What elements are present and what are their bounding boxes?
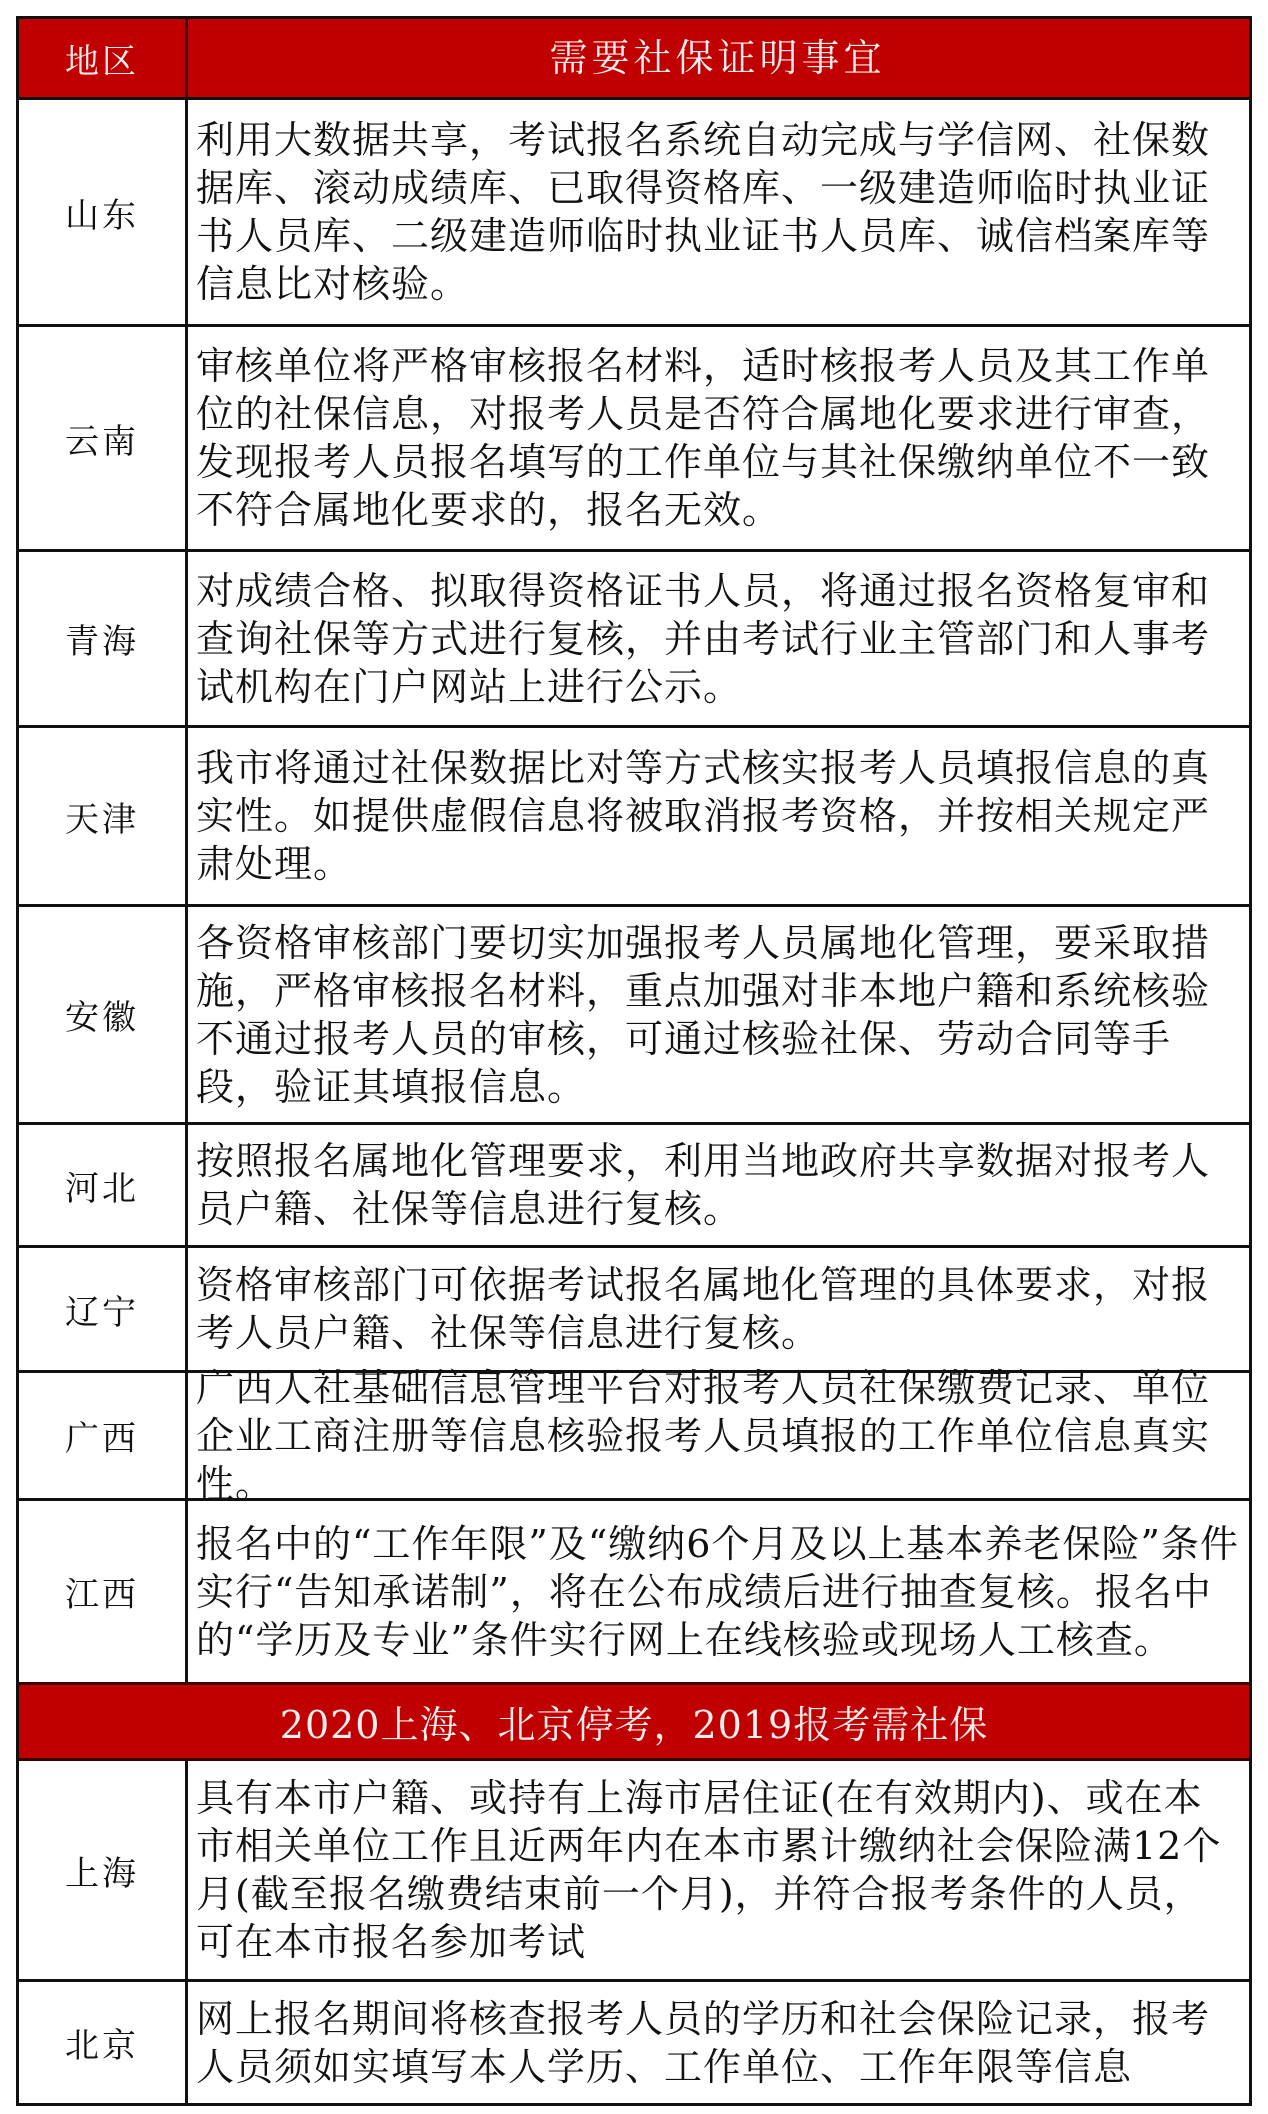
table-row — [19, 1979, 1249, 2103]
region-cell: 辽宁 — [19, 1248, 188, 1370]
requirement-cell: 广西人社基础信息管理平台对报考人员社保缴费记录、单位企业工商注册等信息核验报考人员填报的工作单位信息真实性。 — [196, 1365, 1211, 1506]
requirement-cell: 按照报名属地化管理要求，利用当地政府共享数据对报考人员户籍、社保等信息进行复核。 — [196, 1139, 1211, 1231]
requirement-cell: 审核单位将严格审核报名材料，适时核报考人员及其工作单位的社保信息，对报考人员是否符合属地化要求进行审查，发现报考人员报名填写的工作单位与其社保缴纳单位不一致不符合属地化要求的，报名无效。 — [196, 344, 1211, 532]
table-header-row — [19, 19, 1249, 97]
table-row — [19, 1761, 1249, 1979]
table-row — [19, 1245, 1249, 1370]
region-cell: 云南 — [19, 327, 188, 549]
requirement-cell: 我市将通过社保数据比对等方式核实报考人员填报信息的真实性。如提供虚假信息将被取消报考资格，并按相关规定严肃处理。 — [196, 746, 1211, 886]
region-cell: 上海 — [19, 1761, 188, 1979]
requirement-cell: 资格审核部门可依据考试报名属地化管理的具体要求，对报考人员户籍、社保等信息进行复核。 — [196, 1263, 1211, 1355]
table-row — [19, 97, 1249, 324]
requirement-cell: 网上报名期间将核查报考人员的学历和社会保险记录，报考人员须如实填写本人学历、工作单位、工作年限等信息 — [196, 1996, 1211, 2089]
table-row — [19, 549, 1249, 725]
section-header-row: 2020上海、北京停考，2019报考需社保 — [19, 1682, 1249, 1761]
requirement-cell: 对成绩合格、拟取得资格证书人员，将通过报名资格复审和查询社保等方式进行复核，并由考试行业主管部门和人事考试机构在门户网站上进行公示。 — [196, 568, 1211, 709]
table-row — [19, 324, 1249, 549]
requirement-cell: 具有本市户籍、或持有上海市居住证(在有效期内)、或在本市相关单位工作且近两年内在本市累计缴纳社会保险满12个月(截至报名缴费结束前一个月)，并符合报考条件的人员，可在本市报名参加考试 — [196, 1776, 1222, 1964]
region-cell: 山东 — [19, 100, 188, 324]
region-cell: 河北 — [19, 1125, 188, 1245]
requirement-cell: 利用大数据共享，考试报名系统自动完成与学信网、社保数据库、滚动成绩库、已取得资格库、一级建造师临时执业证书人员库、二级建造师临时执业证书人员库、诚信档案库等信息比对核验。 — [196, 118, 1211, 306]
header-content: 需要社保证明事宜 — [549, 36, 886, 80]
table-row — [19, 1498, 1249, 1682]
region-cell: 青海 — [19, 552, 188, 725]
region-cell: 广西 — [19, 1373, 188, 1498]
region-cell: 北京 — [19, 1982, 188, 2103]
social-security-requirements-table — [16, 16, 1252, 2106]
header-region: 地区 — [19, 19, 188, 97]
table-row — [19, 904, 1249, 1122]
region-cell: 江西 — [19, 1501, 188, 1682]
table-row — [19, 725, 1249, 904]
region-cell: 天津 — [19, 728, 188, 904]
table-row — [19, 1122, 1249, 1245]
requirement-cell: 报名中的“工作年限”及“缴纳6个月及以上基本养老保险”条件实行“告知承诺制”，将在公布成绩后进行抽查复核。报名中的“学历及专业”条件实行网上在线核验或现场人工核查。 — [196, 1521, 1239, 1662]
requirement-cell: 各资格审核部门要切实加强报考人员属地化管理，要采取措施，严格审核报名材料，重点加强对非本地户籍和系统核验不通过报考人员的审核，可通过核验社保、劳动合同等手段，验证其填报信息。 — [196, 920, 1211, 1109]
region-cell: 安徽 — [19, 907, 188, 1122]
table-row — [19, 1365, 1249, 1506]
